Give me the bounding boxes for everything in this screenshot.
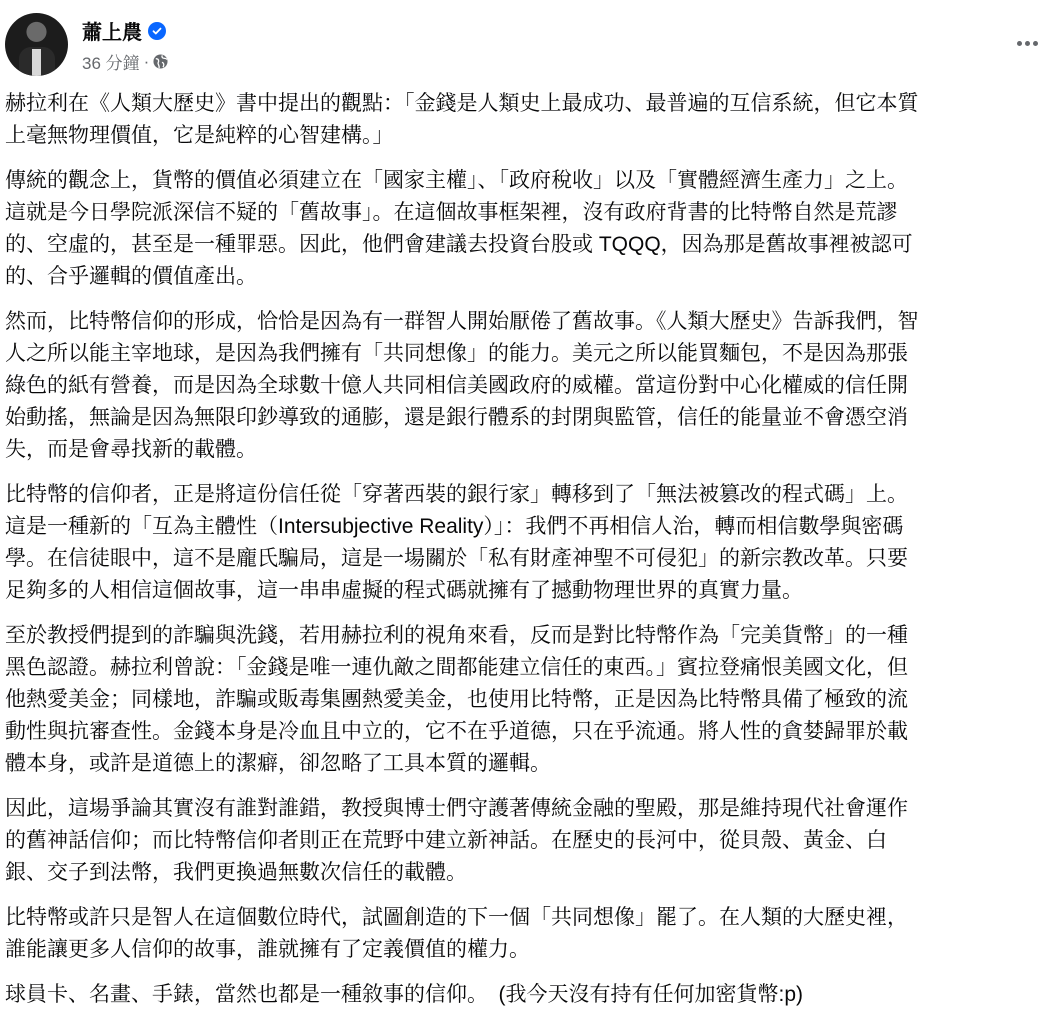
paragraph-line: 這是一種新的「互為主體性（Intersubjective Reality）」：我們不再相信人治，轉而相信數學與密碼: [5, 515, 904, 538]
globe-icon[interactable]: [153, 54, 168, 69]
paragraph-line: 誰能讓更多人信仰的故事，誰就擁有了定義價值的權力。: [5, 938, 530, 961]
paragraph-line: 人之所以能主宰地球，是因為我們擁有「共同想像」的能力。美元之所以能買麵包，不是因為那張: [5, 342, 908, 365]
paragraph-line: 綠色的紙有營養，而是因為全球數十億人共同相信美國政府的威權。當這份對中心化權威的信任開: [5, 374, 908, 397]
author-row: [82, 16, 166, 45]
post-timestamp[interactable]: 36 分鐘: [82, 54, 140, 73]
dot: [1025, 41, 1030, 46]
verified-badge-icon: [148, 22, 166, 40]
post-paragraph: [5, 88, 1061, 152]
post-paragraph: [5, 902, 1061, 966]
paragraph-line: 比特幣或許只是智人在這個數位時代，試圖創造的下一個「共同想像」罷了。在人類的大歷史裡，: [5, 906, 908, 929]
meta-separator: ·: [143, 51, 150, 71]
paragraph-line: 體本身，或許是道德上的潔癖，卻忽略了工具本質的邏輯。: [5, 752, 551, 775]
paragraph-line: 赫拉利在《人類大歷史》書中提出的觀點：「金錢是人類史上最成功、最普遍的互信系統，但它本質: [5, 92, 919, 115]
paragraph-line: 的、空虛的，甚至是一種罪惡。因此，他們會建議去投資台股或 TQQQ，因為那是舊故事裡被認可: [5, 233, 913, 256]
paragraph-line: 上毫無物理價值，它是純粹的心智建構。」: [5, 124, 394, 147]
dot: [1017, 41, 1022, 46]
post-meta: [82, 49, 168, 74]
paragraph-line: 足夠多的人相信這個故事，這一串串虛擬的程式碼就擁有了撼動物理世界的真實力量。: [5, 579, 803, 602]
post-paragraph: [5, 165, 1061, 293]
more-options-button[interactable]: [1010, 32, 1044, 54]
paragraph-line: 他熱愛美金；同樣地，詐騙或販毒集團熱愛美金，也使用比特幣，正是因為比特幣具備了極致的流: [5, 688, 908, 711]
paragraph-line: 黑色認證。赫拉利曾說：「金錢是唯一連仇敵之間都能建立信任的東西。」賓拉登痛恨美國文化，但: [5, 656, 908, 679]
paragraph-line: 學。在信徒眼中，這不是龐氏騙局，這是一場關於「私有財產神聖不可侵犯」的新宗教改革。只要: [5, 547, 908, 570]
paragraph-line: 銀、交子到法幣，我們更換過無數次信任的載體。: [5, 861, 467, 884]
author-name[interactable]: 蕭上農: [82, 22, 142, 44]
avatar-shirt: [32, 49, 41, 76]
paragraph-line: 傳統的觀念上，貨幣的價值必須建立在「國家主權」、「政府稅收」以及「實體經濟生產力」之上。: [5, 169, 908, 192]
paragraph-line: 至於教授們提到的詐騙與洗錢，若用赫拉利的視角來看，反而是對比特幣作為「完美貨幣」的一種: [5, 624, 908, 647]
paragraph-line: 動性與抗審查性。金錢本身是冷血且中立的，它不在乎道德，只在乎流通。將人性的貪婪歸罪於載: [5, 720, 908, 743]
post-paragraph: [5, 793, 1061, 889]
dot: [1033, 41, 1038, 46]
paragraph-line: 球員卡、名畫、手錶，當然也都是一種敘事的信仰。 (我今天沒有持有任何加密貨幣:p): [5, 983, 803, 1006]
paragraph-line: 的、合乎邏輯的價值產出。: [5, 265, 257, 288]
post-paragraph: [5, 620, 1061, 780]
paragraph-line: 因此，這場爭論其實沒有誰對誰錯，教授與博士們守護著傳統金融的聖殿，那是維持現代社會運作: [5, 797, 908, 820]
paragraph-line: 比特幣的信仰者，正是將這份信任從「穿著西裝的銀行家」轉移到了「無法被篡改的程式碼」上。: [5, 483, 908, 506]
paragraph-line: 始動搖，無論是因為無限印鈔導致的通膨，還是銀行體系的封閉與監管，信任的能量並不會憑空消: [5, 406, 908, 429]
author-avatar[interactable]: [5, 13, 68, 76]
paragraph-line: 這就是今日學院派深信不疑的「舊故事」。在這個故事框架裡，沒有政府背書的比特幣自然是荒謬: [5, 201, 898, 224]
paragraph-line: 的舊神話信仰；而比特幣信仰者則正在荒野中建立新神話。在歷史的長河中，從貝殼、黃金、白: [5, 829, 887, 852]
paragraph-line: 然而，比特幣信仰的形成，恰恰是因為有一群智人開始厭倦了舊故事。《人類大歷史》告訴我們，智: [5, 310, 919, 333]
post-body: [5, 88, 1061, 1024]
post-paragraph: [5, 306, 1061, 466]
post-paragraph: [5, 479, 1061, 607]
paragraph-line: 失，而是會尋找新的載體。: [5, 438, 257, 461]
post-paragraph: [5, 979, 1061, 1011]
